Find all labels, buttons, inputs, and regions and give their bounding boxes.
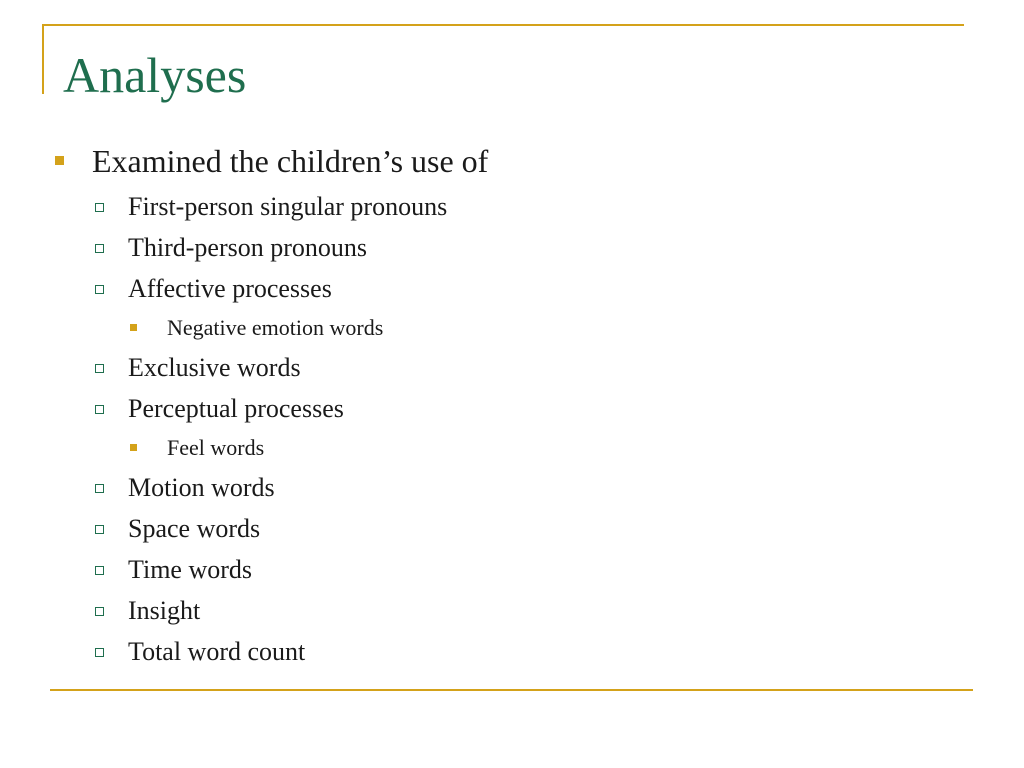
bullet-text: Negative emotion words bbox=[167, 315, 384, 340]
hollow-square-bullet-icon bbox=[95, 525, 104, 534]
bullet-text: Total word count bbox=[128, 637, 306, 666]
hollow-square-bullet-icon bbox=[95, 566, 104, 575]
bullet-text: Time words bbox=[128, 555, 253, 584]
bullet-text: Affective processes bbox=[128, 274, 332, 303]
filled-square-bullet-icon bbox=[130, 444, 137, 451]
bullet-text: Space words bbox=[128, 514, 261, 543]
filled-square-bullet-icon bbox=[55, 156, 64, 165]
bullet-text: Third-person pronouns bbox=[128, 233, 368, 262]
main-bullet-text: Examined the children’s use of bbox=[92, 143, 489, 179]
hollow-square-bullet-icon bbox=[95, 405, 104, 414]
hollow-square-bullet-icon bbox=[95, 364, 104, 373]
hollow-square-bullet-icon bbox=[95, 203, 104, 212]
hollow-square-bullet-icon bbox=[95, 648, 104, 657]
hollow-square-bullet-icon bbox=[95, 244, 104, 253]
bullet-text: Insight bbox=[128, 596, 201, 625]
bullet-text: Feel words bbox=[167, 435, 265, 460]
bullet-text: First-person singular pronouns bbox=[128, 192, 448, 221]
slide-title: Analyses bbox=[63, 47, 247, 103]
hollow-square-bullet-icon bbox=[95, 484, 104, 493]
bullet-text: Exclusive words bbox=[128, 353, 301, 382]
hollow-square-bullet-icon bbox=[95, 607, 104, 616]
bullet-text: Motion words bbox=[128, 473, 275, 502]
hollow-square-bullet-icon bbox=[95, 285, 104, 294]
bullet-text: Perceptual processes bbox=[128, 394, 344, 423]
filled-square-bullet-icon bbox=[130, 324, 137, 331]
